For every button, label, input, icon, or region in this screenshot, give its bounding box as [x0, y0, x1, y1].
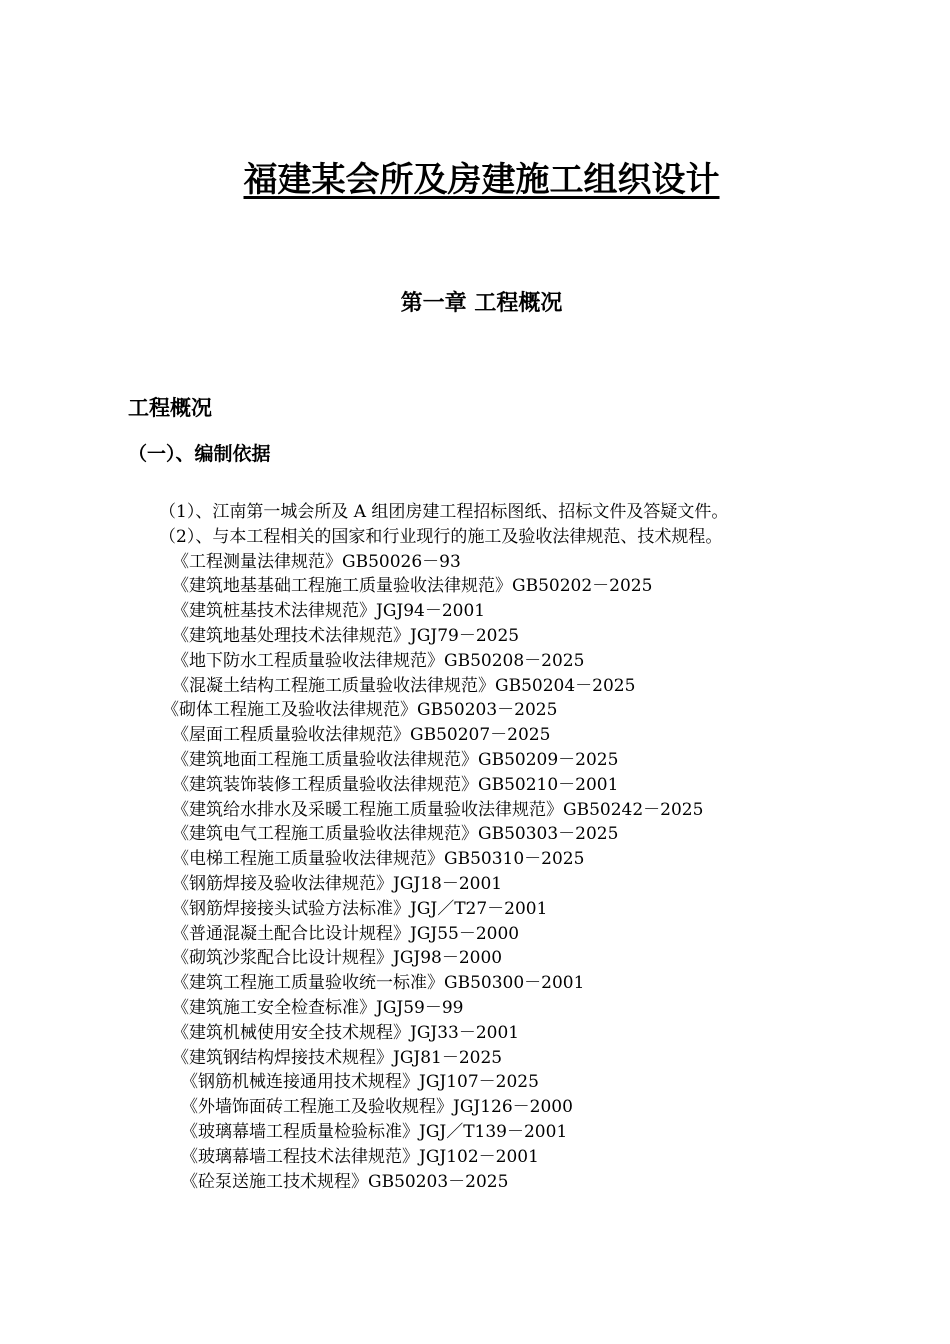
list-item: 《钢筋机械连接通用技术规程》JGJ107－2025 — [181, 1072, 539, 1093]
list-item: 《建筑电气工程施工质量验收法律规范》GB50303－2025 — [172, 824, 619, 845]
list-item: 《工程测量法律规范》GB50026－93 — [172, 551, 461, 572]
document-title: 福建某会所及房建施工组织设计 — [243, 160, 720, 200]
subsection-heading: （一）、编制依据 — [128, 443, 271, 465]
list-item: 《砌筑沙浆配合比设计规程》JGJ98－2000 — [172, 948, 503, 969]
list-item: 《建筑机械使用安全技术规程》JGJ33－2001 — [172, 1022, 520, 1043]
list-item: 《建筑地基处理技术法律规范》JGJ79－2025 — [172, 625, 520, 646]
list-item: 《建筑地基基础工程施工质量验收法律规范》GB50202－2025 — [172, 576, 653, 597]
list-item: 《玻璃幕墙工程技术法律规范》JGJ102－2001 — [181, 1146, 539, 1167]
list-item: 《建筑桩基技术法律规范》JGJ94－2001 — [172, 601, 486, 622]
list-item: 《建筑钢结构焊接技术规程》JGJ81－2025 — [172, 1047, 503, 1068]
list-item: 《玻璃幕墙工程质量检验标准》JGJ／T139－2001 — [181, 1121, 568, 1142]
list-item: 《砌体工程施工及验收法律规范》GB50203－2025 — [162, 700, 558, 721]
list-item: 《砼泵送施工技术规程》GB50203－2025 — [181, 1171, 509, 1192]
list-item: 《建筑地面工程施工质量验收法律规范》GB50209－2025 — [172, 749, 619, 770]
list-item: 《钢筋焊接接头试验方法标准》JGJ／T27－2001 — [172, 898, 548, 919]
list-item: 《混凝土结构工程施工质量验收法律规范》GB50204－2025 — [172, 675, 636, 696]
list-item: 《地下防水工程质量验收法律规范》GB50208－2025 — [172, 650, 585, 671]
list-item: 《电梯工程施工质量验收法律规范》GB50310－2025 — [172, 849, 585, 870]
section-heading: 工程概况 — [128, 395, 212, 420]
list-item: 《建筑装饰装修工程质量验收法律规范》GB50210－2001 — [172, 774, 619, 795]
list-item: 《建筑工程施工质量验收统一标准》GB50300－2001 — [172, 973, 585, 994]
list-item: 《钢筋焊接及验收法律规范》JGJ18－2001 — [172, 873, 503, 894]
chapter-heading: 第一章 工程概况 — [400, 290, 563, 316]
list-item: 《普通混凝土配合比设计规程》JGJ55－2000 — [172, 923, 520, 944]
list-item: 《外墙饰面砖工程施工及验收规程》JGJ126－2000 — [181, 1097, 573, 1118]
basis-list — [0, 500, 950, 1194]
list-item: （1）、江南第一城会所及 A 组团房建工程招标图纸、招标文件及答疑文件。 — [159, 502, 729, 522]
list-item: 《建筑施工安全检查标准》JGJ59－99 — [172, 997, 464, 1018]
list-item: 《屋面工程质量验收法律规范》GB50207－2025 — [172, 725, 551, 746]
list-item: （2）、与本工程相关的国家和行业现行的施工及验收法律规范、技术规程。 — [159, 526, 723, 547]
list-item: 《建筑给水排水及采暖工程施工质量验收法律规范》GB50242－2025 — [172, 799, 704, 820]
